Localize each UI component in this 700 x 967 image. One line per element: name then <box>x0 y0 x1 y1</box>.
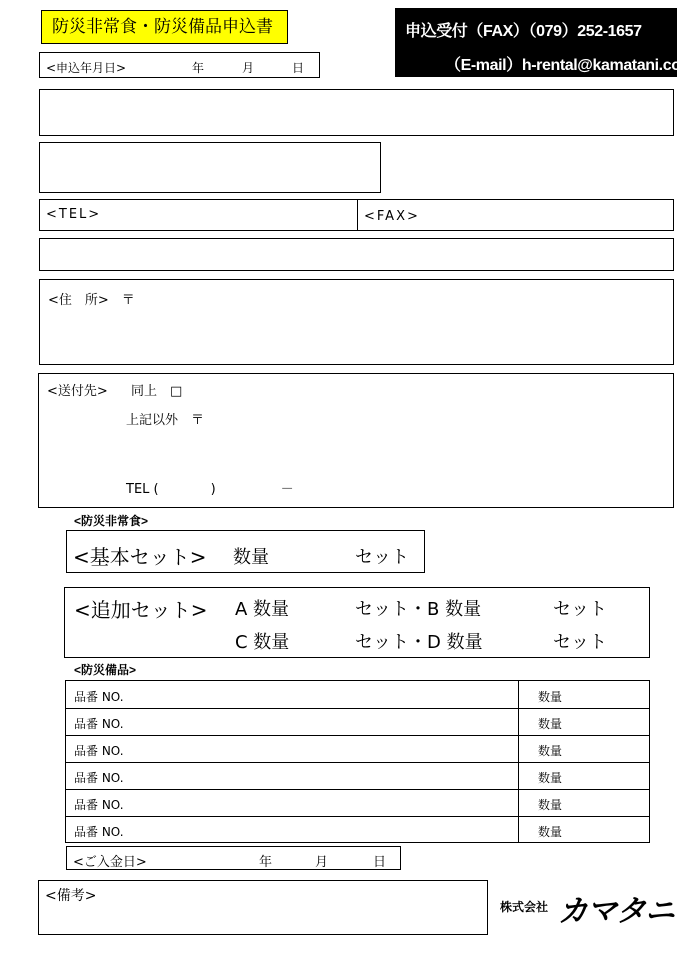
form-title: 防災非常食・防災備品申込書 <box>41 10 288 44</box>
equipment-table <box>65 680 650 843</box>
payment-day-label: 日 <box>373 855 387 870</box>
quantity-label: 数量 <box>538 825 563 839</box>
payment-year-label: 年 <box>259 855 273 870</box>
table-row[interactable] <box>66 816 649 843</box>
basic-set-field[interactable] <box>66 530 425 573</box>
day-label: 日 <box>292 61 305 75</box>
person-name-field[interactable] <box>39 142 381 193</box>
fax-label: <FAX> <box>364 209 420 224</box>
table-row[interactable] <box>66 735 649 763</box>
quantity-label: 数量 <box>538 744 563 758</box>
additional-set-field[interactable] <box>64 587 650 658</box>
basic-set-label: <基本セット> <box>73 545 207 569</box>
email-field[interactable] <box>39 238 674 271</box>
shipping-label: <送付先> <box>47 384 108 399</box>
part-number-label: 品番 NO. <box>74 744 124 758</box>
email-contact: （E-mail）h-rental@kamatani.co.jp <box>445 57 699 74</box>
address-label: <住 所> 〒 <box>48 293 135 308</box>
company-prefix: 株式会社 <box>500 900 549 914</box>
part-number-label: 品番 NO. <box>74 771 124 785</box>
fax-contact: 申込受付（FAX）（079）252-1657 <box>405 23 642 40</box>
quantity-label: 数量 <box>538 717 563 731</box>
quantity-label: 数量 <box>538 798 563 812</box>
fax-field[interactable] <box>357 199 674 231</box>
tel-field[interactable] <box>39 199 358 231</box>
set-d-quantity-label: セット・D 数量 <box>355 632 483 653</box>
month-label: 月 <box>242 61 255 75</box>
other-address-label: 上記以外 〒 <box>126 413 205 428</box>
part-number-label: 品番 NO. <box>74 825 124 839</box>
company-name: カマタニ <box>558 895 674 928</box>
notes-label: <備考> <box>45 888 97 904</box>
part-number-label: 品番 NO. <box>74 798 124 812</box>
table-row[interactable] <box>66 708 649 736</box>
application-date-field[interactable] <box>39 52 320 78</box>
year-label: 年 <box>192 61 205 75</box>
notes-field[interactable] <box>38 880 488 935</box>
shipping-tel-label: TEL ( ) － <box>126 482 294 497</box>
set-d-unit: セット <box>553 632 607 653</box>
basic-set-quantity-label: 数量 <box>233 547 269 568</box>
emergency-food-section-title: <防災非常食> <box>74 514 149 528</box>
part-number-label: 品番 NO. <box>74 717 124 731</box>
equipment-section-title: <防災備品> <box>74 663 137 677</box>
payment-date-label: <ご入金日> <box>73 855 147 870</box>
company-logo <box>500 888 675 928</box>
set-a-quantity-label: A 数量 <box>235 599 290 620</box>
quantity-label: 数量 <box>538 771 563 785</box>
contact-panel <box>395 8 699 77</box>
payment-month-label: 月 <box>315 855 329 870</box>
basic-set-unit: セット <box>355 547 409 568</box>
same-as-above-checkbox[interactable]: 同上 □ <box>131 384 183 399</box>
shipping-address-field[interactable] <box>38 373 674 508</box>
company-name-field[interactable] <box>39 89 674 136</box>
tel-label: <TEL> <box>46 207 102 222</box>
additional-set-label: <追加セット> <box>74 598 208 622</box>
payment-date-field[interactable] <box>66 846 401 870</box>
table-row[interactable] <box>66 681 649 709</box>
table-row[interactable] <box>66 789 649 817</box>
address-field[interactable] <box>39 279 674 365</box>
table-row[interactable] <box>66 762 649 790</box>
set-c-quantity-label: C 数量 <box>235 632 290 653</box>
application-date-label: <申込年月日> <box>46 61 127 75</box>
quantity-label: 数量 <box>538 690 563 704</box>
set-b-unit: セット <box>553 599 607 620</box>
part-number-label: 品番 NO. <box>74 690 124 704</box>
set-b-quantity-label: セット・B 数量 <box>355 599 482 620</box>
